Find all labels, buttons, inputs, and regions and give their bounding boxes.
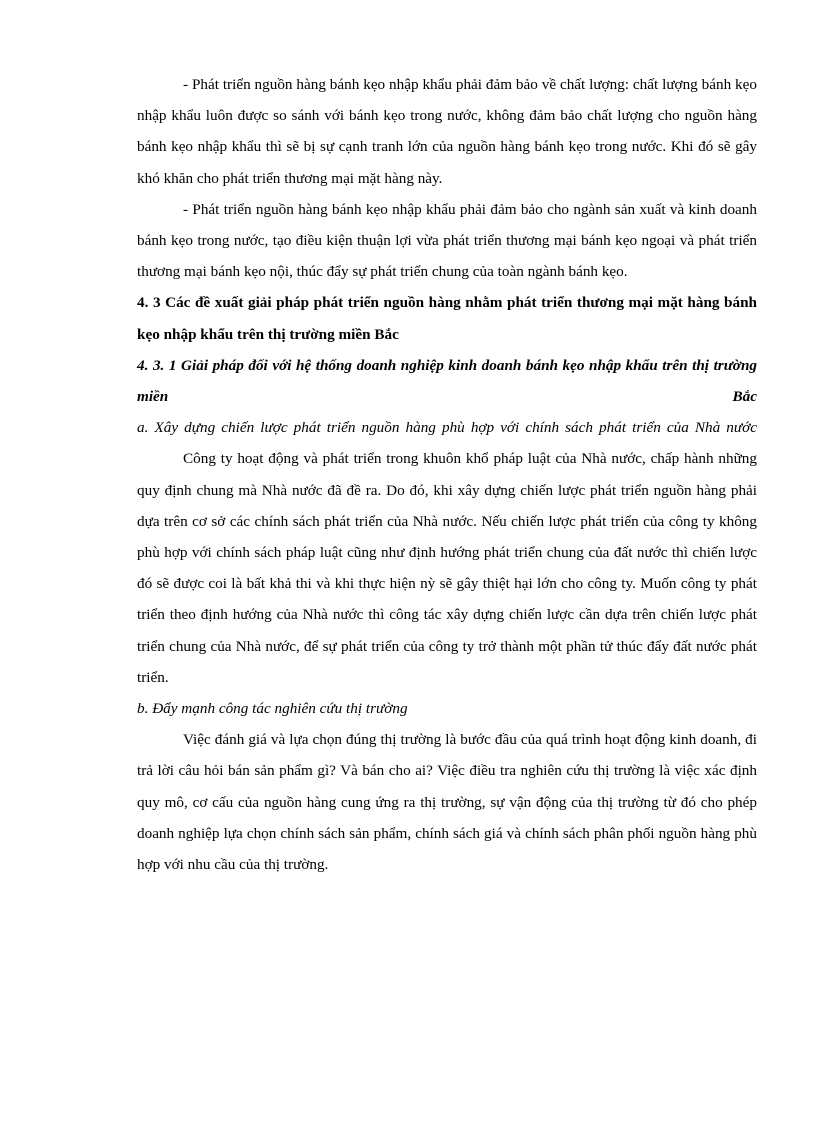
document-page (137, 69, 757, 880)
paragraph-strategy-body: Công ty hoạt động và phát triển trong khuôn khổ pháp luật của Nhà nước, chấp hành những quy định chung mà Nhà nước đã đề ra. Do đó, khi xây dựng chiến lược phát triển nguồn hàng phải dựa trên cơ sở các chính sách phát triển của Nhà nước. Nếu chiến lược phát triển của công ty không phù hợp với chính sách pháp luật cũng như định hướng phát triển chung của đất nước thì chiến lược đó sẽ được coi là bất khả thi và khi thực hiện nỳ sẽ gây thiệt hại lớn cho công ty. Muốn công ty phát triển theo định hướng của Nhà nước thì công tác xây dựng chiến lược cần dựa trên chiến lược phát triển chung của Nhà nước, để sự phát triển của công ty trở thành một phần tử thúc đẩy đất nước phát triển. (137, 450, 757, 686)
heading-a-strategy: a. Xây dựng chiến lược phát triển nguồn hàng phù hợp với chính sách phát triển của Nhà nước (137, 419, 757, 437)
paragraph-quality-requirement: - Phát triển nguồn hàng bánh kẹo nhập khẩu phải đảm bảo về chất lượng: chất lượng bánh kẹo nhập khẩu luôn được so sánh với bánh kẹo trong nước, không đảm bảo chất lượng cho nguồn hàng bánh kẹo nhập khẩu thì sẽ bị sự cạnh tranh lớn của nguồn hàng bánh kẹo trong nước. Khi đó sẽ gây khó khăn cho phát triển thương mại mặt hàng này. (137, 76, 757, 187)
subsection-heading-4-3-1: 4. 3. 1 Giải pháp đối với hệ thống doanh nghiệp kinh doanh bánh kẹo nhập khẩu trên thị trường miền Bắc (137, 356, 757, 406)
paragraph-domestic-support: - Phát triển nguồn hàng bánh kẹo nhập khẩu phải đảm bảo cho ngành sản xuất và kinh doanh bánh kẹo trong nước, tạo điều kiện thuận lợi vừa phát triển thương mại bánh kẹo ngoại và phát triển thương mại bánh kẹo nội, thúc đẩy sự phát triển chung của toàn ngành bánh kẹo. (137, 200, 757, 281)
paragraph-market-research-body: Việc đánh giá và lựa chọn đúng thị trường là bước đầu của quá trình hoạt động kinh doanh, đi trả lời câu hỏi bán sản phẩm gì? Và bán cho ai? Việc điều tra nghiên cứu thị trường là việc xác định quy mô, cơ cấu của nguồn hàng cung ứng ra thị trường, sự vận động của thị trường từ đó cho phép doanh nghiệp lựa chọn chính sách sản phẩm, chính sách giá và chính sách phân phối nguồn hàng phù hợp với nhu cầu của thị trường. (137, 731, 757, 874)
section-heading-4-3: 4. 3 Các đề xuất giải pháp phát triển nguồn hàng nhằm phát triển thương mại mặt hàng bánh kẹo nhập khẩu trên thị trường miền Bắc (137, 294, 757, 343)
heading-b-market-research: b. Đẩy mạnh công tác nghiên cứu thị trường (137, 700, 408, 718)
